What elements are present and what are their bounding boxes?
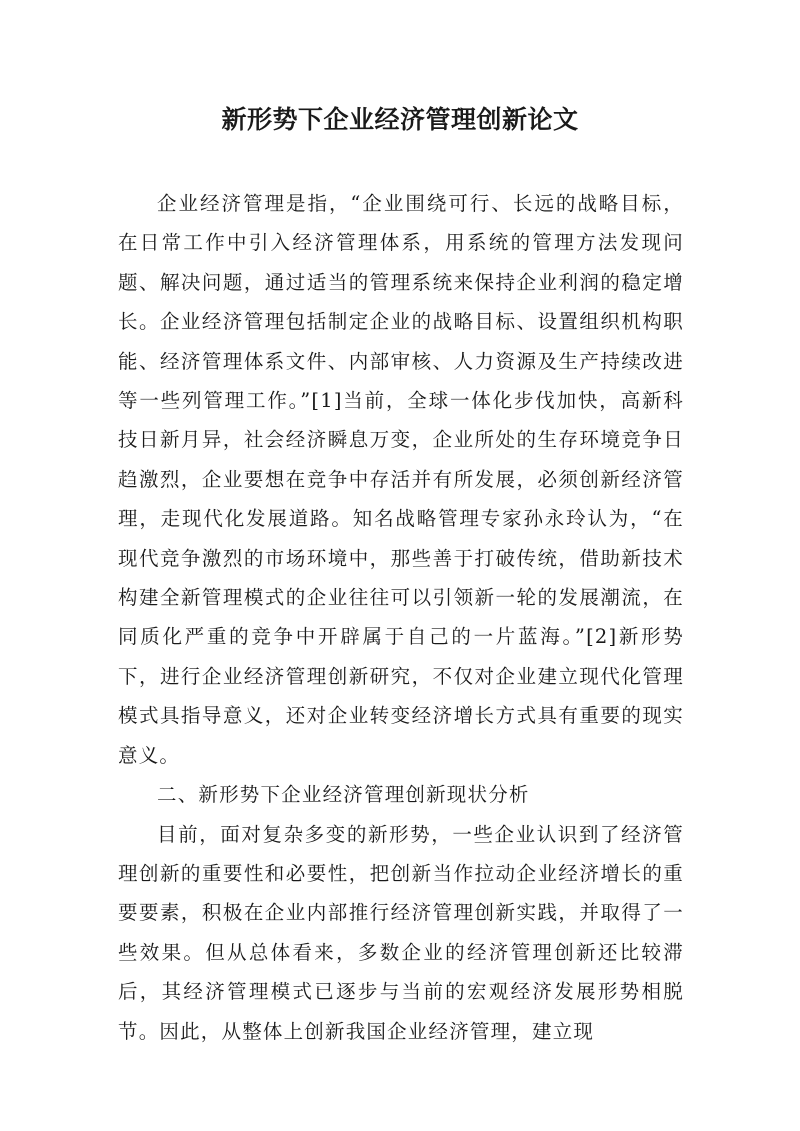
- document-title: 新形势下企业经济管理创新论文: [221, 105, 579, 134]
- intro-paragraph: 企业经济管理是指，“企业围绕可行、长远的战略目标，在日常工作中引入经济管理体系，用系统的管理方法发现问题、解决问题，通过适当的管理系统来保持企业利润的稳定增长。企业经济管理包括制定企业的战略目标、设置组织机构职能、经济管理体系文件、内部审核、人力资源及生产持续改进等一些列管理工作。”[1]当前，全球一体化步伐加快，高新科技日新月异，社会经济瞬息万变，企业所处的生存环境竞争日趋激烈，企业要想在竞争中存活并有所发展，必须创新经济管理，走现代化发展道路。知名战略管理专家孙永玲认为，“在现代竞争激烈的市场环境中，那些善于打破传统，借助新技术构建全新管理模式的企业往往可以引领新一轮的发展潮流，在同质化严重的竞争中开辟属于自己的一片蓝海。”[2]新形势下，进行企业经济管理创新研究，不仅对企业建立现代化管理模式具指导意义，还对企业转变经济增长方式具有重要的现实意义。: [118, 192, 684, 767]
- body-paragraph: 目前，面对复杂多变的新形势，一些企业认识到了经济管理创新的重要性和必要性，把创新当作拉动企业经济增长的重要要素，积极在企业内部推行经济管理创新实践，并取得了一些效果。但从总体看来，多数企业的经济管理创新还比较滞后，其经济管理模式已逐步与当前的宏观经济发展形势相脱节。因此，从整体上创新我国企业经济管理，建立现: [118, 822, 684, 1043]
- section-heading: 二、新形势下企业经济管理创新现状分析: [157, 783, 530, 807]
- document-body: [118, 184, 684, 1051]
